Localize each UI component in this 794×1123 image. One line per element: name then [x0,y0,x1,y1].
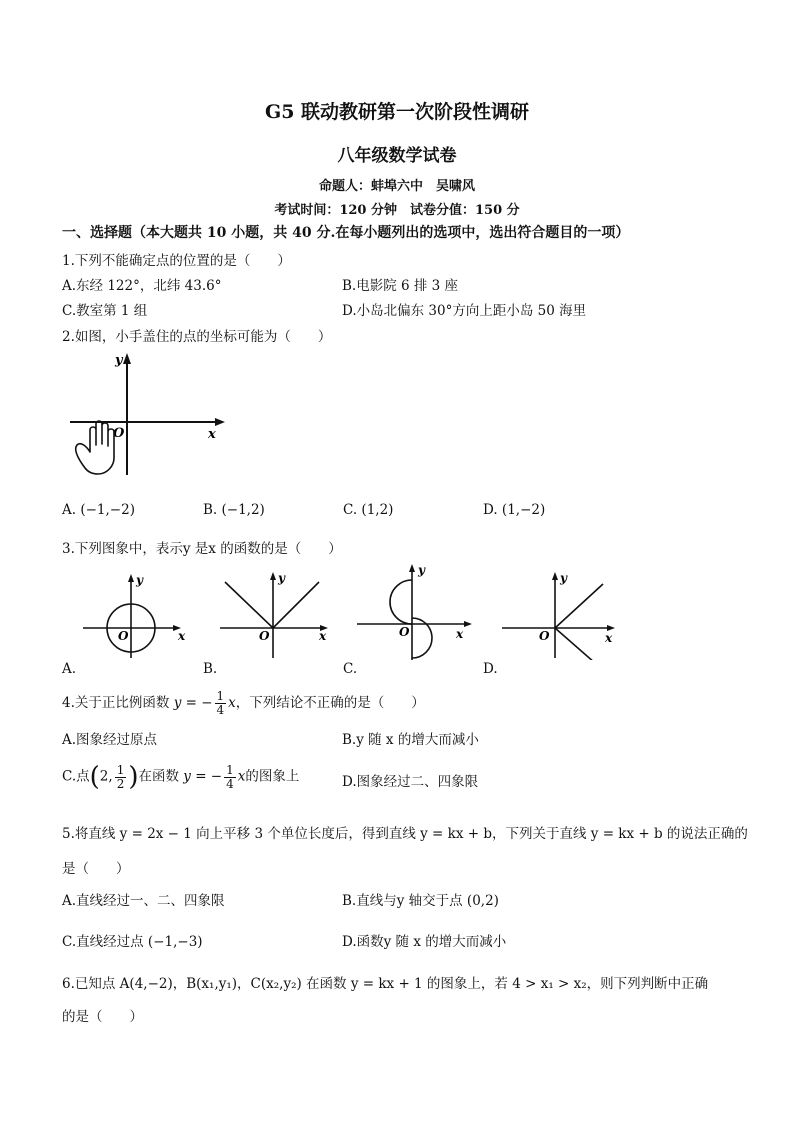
q6-stem-line1: 6.已知点 A(4,−2)，B(x₁,y₁)，C(x₂,y₂) 在函数 y = kx + 1 的图象上，若 4 > x₁ > x₂，则下列判断中正确 [62,976,709,992]
q4-c-eq-fraction [224,764,236,791]
section-heading: 一、选择题（本大题共 10 小题，共 40 分.在每小题列出的选项中，选出符合题目的一项） [62,225,630,241]
q2-x-label: x [208,427,216,442]
q3-c-x-label: x [456,627,464,641]
q4-c-eq-left: y = − [183,768,223,785]
q5-option-c: C.直线经过点 (−1,−3) [62,934,203,950]
q3-stem: 3.下列图象中，表示y 是x 的函数的是（ ） [62,541,342,557]
q4-c-point: 2, [99,768,113,785]
q4-option-d: D.图象经过二、四象限 [342,774,479,790]
q1-option-a: A.东经 122°，北纬 43.6° [62,278,222,294]
q3-b-line [225,582,319,628]
q2-coordinate-figure [65,350,230,480]
q3-label-a: A. [62,661,77,677]
q3-label-b: B. [203,661,218,677]
q3-a-y-label: y [136,573,143,587]
q1-stem: 1.下列不能确定点的位置的是（ ） [62,253,291,269]
q3-graph-a [78,570,193,660]
q4-stem-pre: 4.关于正比例函数 [62,695,170,711]
q3-label-c: C. [343,661,358,677]
q4-option-c: C.点(2, $\frac{1}{2}$ )在函数 y = − $\frac{1}{4}$ x的图象上 [62,762,300,792]
exam-author: 命题人：蚌埠六中 吴啸风 [318,179,475,194]
q4-c-post: 的图象上 [245,768,300,785]
q5-stem-line1: 5.将直线 y = 2x − 1 向上平移 3 个单位长度后，得到直线 y = kx + b，下列关于直线 y = kx + b 的说法正确的 [62,826,748,842]
q4-stem [62,690,425,717]
q4-option-b: B.y 随 x 的增大而减小 [342,732,479,748]
exam-info: 考试时间：120 分钟 试卷分值：150 分 [274,203,520,218]
q4-c-eq-frac-den: 4 [226,776,234,791]
q3-d-x-label: x [605,631,613,645]
q3-b-x-label: x [319,629,327,643]
q4-eq-right: x [228,695,236,711]
q4-stem-post: ，下列结论不正确的是（ ） [235,695,425,711]
q3-a-x-label: x [178,629,186,643]
q2-option-b: B. (−1,2) [203,502,265,518]
q5-option-a: A.直线经过一、二、四象限 [62,893,225,909]
q2-option-c: C. (1,2) [343,502,394,518]
q5-option-d: D.函数y 随 x 的增大而减小 [342,934,507,950]
q4-frac-den: 4 [216,703,225,717]
q3-c-origin-label: O [399,625,410,639]
q3-b-origin-label: O [259,629,270,643]
q3-c-y-label: y [418,563,425,577]
q4-fraction [215,690,227,717]
q3-graph-d [497,570,617,660]
exam-title: G5 联动教研第一次阶段性调研 [264,101,530,123]
q4-c-eq-right: x [237,768,246,785]
q4-option-a: A.图象经过原点 [62,732,158,748]
q3-c-upper-arc [390,580,412,624]
q4-c-point-fraction [115,764,127,791]
q2-x-arrow [215,418,225,426]
q5-stem-line2: 是（ ） [62,861,130,877]
hand-icon [76,421,114,474]
q1-option-c: C.教室第 1 组 [62,303,148,319]
q5-option-b: B.直线与y 轴交于点 (0,2) [342,893,499,909]
q3-graph-c [352,562,482,662]
q2-stem: 2.如图，小手盖住的点的坐标可能为（ ） [62,329,332,345]
q4-c-frac-den: 2 [116,776,125,791]
q3-d-origin-label: O [539,629,550,643]
q2-y-label: y [115,353,123,368]
q2-y-arrow [123,353,131,364]
q3-d-line [555,584,603,660]
q3-a-origin-label: O [118,629,129,643]
q6-stem-line2: 的是（ ） [62,1009,143,1025]
exam-subtitle: 八年级数学试卷 [337,146,457,166]
q3-graph-b [215,570,335,660]
q3-b-y-label: y [278,571,285,585]
q3-d-y-label: y [560,571,567,585]
q2-option-a: A. (−1,−2) [62,502,135,518]
q2-origin-label: O [113,426,125,441]
q4-eq-left: y = − [173,695,213,711]
q1-option-b: B.电影院 6 排 3 座 [342,278,459,294]
q1-option-d: D.小岛北偏东 30°方向上距小岛 50 海里 [342,303,587,319]
q4-frac-num: 1 [216,689,225,703]
q4-c-eq-frac-num: 1 [226,762,234,777]
q4-c-frac-num: 1 [116,762,125,777]
q2-option-d: D. (1,−2) [483,502,546,518]
q4-c-pre: C.点 [62,768,90,785]
q3-label-d: D. [483,661,498,677]
q4-c-mid: 在函数 [138,768,179,785]
